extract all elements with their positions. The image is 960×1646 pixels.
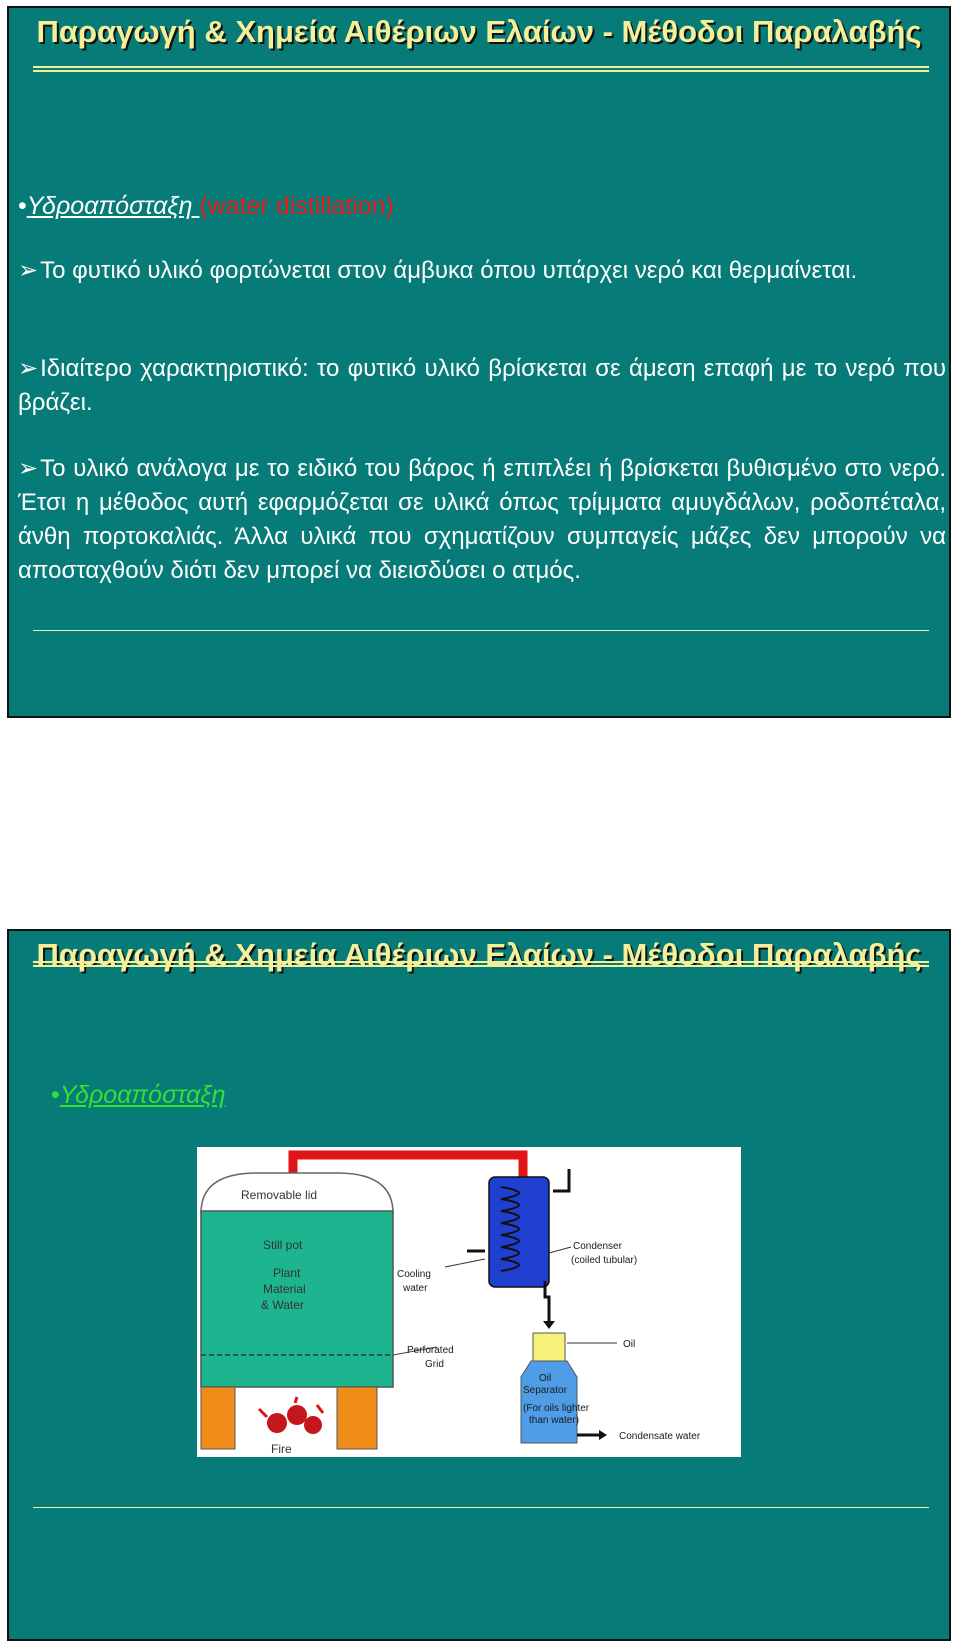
- fire-label: Fire: [271, 1442, 292, 1456]
- point-text: Το φυτικό υλικό φορτώνεται στον άμβυκα όπου υπάρχει νερό και θερμαίνεται.: [40, 257, 858, 284]
- condensate-arrow-icon: [599, 1430, 607, 1440]
- water-distillation-diagram: [197, 1147, 741, 1457]
- plant-label-3: & Water: [261, 1298, 304, 1312]
- cooling-label-1: Cooling: [397, 1269, 431, 1280]
- arrow-bullet-icon: ➢: [18, 355, 39, 382]
- cooling-pointer: [445, 1259, 485, 1267]
- separator-label-1: Oil: [539, 1373, 552, 1384]
- grid-label-1: Perforated: [407, 1345, 454, 1356]
- bullet-dot: •: [51, 1081, 60, 1109]
- separator-label-3: (For oils lighter: [523, 1403, 590, 1414]
- fire-icon: [259, 1397, 323, 1434]
- plant-label-1: Plant: [273, 1266, 301, 1280]
- point-2: [18, 352, 946, 420]
- oil-collector: [533, 1333, 565, 1361]
- arrow-bullet-icon: ➢: [18, 455, 39, 482]
- method-term-english: (water distillation): [199, 192, 394, 220]
- bottom-divider: [33, 630, 929, 631]
- slide-title: Παραγωγή & Χημεία Αιθέριων Ελαίων - Μέθοδοι Παραλαβής: [36, 14, 922, 49]
- slide-1: [7, 6, 951, 718]
- title-divider: [33, 961, 929, 967]
- point-text: Το υλικό ανάλογα με το ειδικό του βάρος ή επιπλέει ή βρίσκεται βυθισμένο στο νερό. Έτσι η μέθοδος αυτή εφαρμόζεται σε υλικά όπως τρίμματα αμυγδάλων, ροδοπέταλα, άνθη πορτοκαλιάς. Άλλα υλικά που σχηματίζουν συμπαγείς μάζες δεν μπορούν να αποσταχθούν διότι δεν μπορεί να διεισδύσει ο ατμός.: [18, 455, 946, 584]
- slide-title: Παραγωγή & Χημεία Αιθέριων Ελαίων - Μέθοδοι Παραλαβής: [36, 937, 922, 972]
- title-divider: [33, 66, 929, 72]
- method-term-link[interactable]: Υδροαπόσταξη: [26, 192, 200, 220]
- pot-leg-right: [337, 1387, 377, 1449]
- pot-leg-left: [201, 1387, 235, 1449]
- condensate-label: Condensate water: [619, 1431, 701, 1442]
- method-heading: [18, 192, 394, 221]
- slide-2: [7, 929, 951, 1641]
- condenser-pointer: [549, 1247, 571, 1253]
- separator-label-2: Separator: [523, 1385, 567, 1396]
- still-pot-label: Still pot: [263, 1238, 303, 1252]
- method-term-link[interactable]: Υδροαπόσταξη: [59, 1081, 226, 1109]
- condenser-label-2: (coiled tubular): [571, 1255, 638, 1266]
- cooling-label-2: water: [403, 1283, 428, 1294]
- point-3: [18, 452, 946, 588]
- lid-label: Removable lid: [241, 1188, 318, 1202]
- condenser-outlet-pipe: [553, 1169, 569, 1191]
- distillation-diagram-svg: [197, 1147, 741, 1457]
- bottom-divider: [33, 1507, 929, 1508]
- separator-label-4: than water): [529, 1415, 580, 1426]
- condenser-label-1: Condenser: [573, 1241, 622, 1252]
- method-heading: [51, 1081, 225, 1110]
- plant-label-2: Material: [263, 1282, 306, 1296]
- arrow-bullet-icon: ➢: [18, 257, 39, 284]
- point-text: Ιδιαίτερο χαρακτηριστικό: το φυτικό υλικό βρίσκεται σε άμεση επαφή με το νερό που βράζει.: [18, 355, 946, 416]
- grid-label-2: Grid: [425, 1359, 444, 1370]
- point-1: [18, 254, 946, 288]
- distillate-pipe: [545, 1281, 549, 1323]
- bullet-dot: •: [18, 192, 27, 220]
- distillate-arrow-icon: [543, 1321, 555, 1329]
- oil-label: Oil: [623, 1339, 636, 1350]
